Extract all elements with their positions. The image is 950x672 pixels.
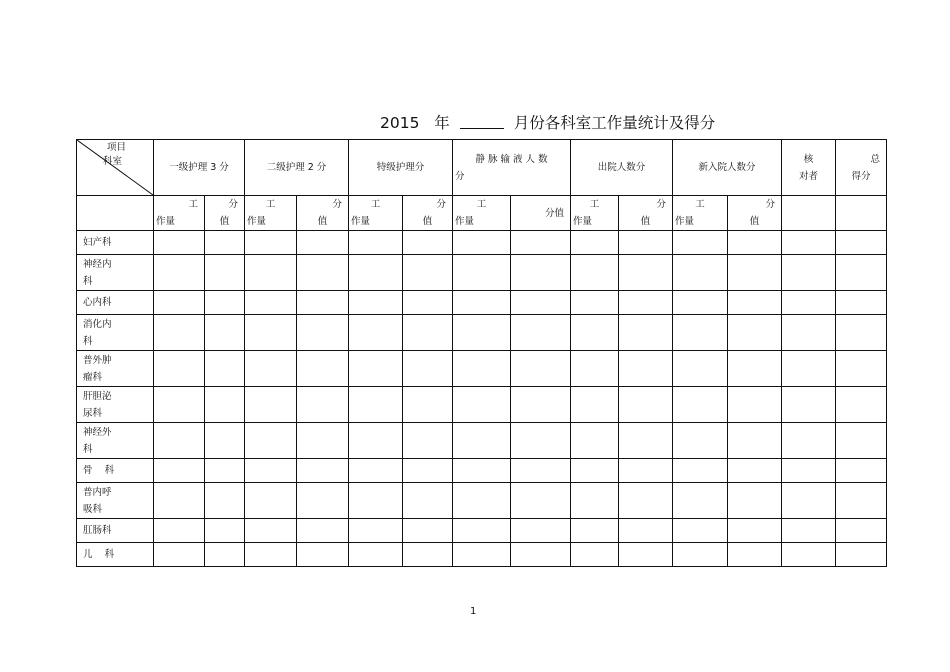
entry-cell[interactable] (782, 231, 836, 255)
sub-workload-a: 工 (370, 199, 381, 210)
corner-cell (77, 140, 154, 196)
entry-cell[interactable] (453, 423, 511, 459)
entry-cell[interactable] (349, 231, 403, 255)
entry-cell[interactable] (728, 423, 782, 459)
entry-cell[interactable] (836, 483, 887, 519)
entry-cell[interactable] (511, 459, 571, 483)
entry-cell[interactable] (782, 315, 836, 351)
sub-score-b: 值 (422, 216, 433, 227)
total-b: 得分 (851, 170, 871, 182)
entry-cell[interactable] (349, 351, 403, 387)
sub-workload (673, 196, 728, 231)
entry-cell[interactable] (728, 459, 782, 483)
entry-cell[interactable] (349, 459, 403, 483)
corner-top-label: 项目 (107, 142, 127, 153)
entry-cell[interactable] (154, 231, 205, 255)
department-cell (77, 231, 154, 255)
col-header-level1: 一级护理 3 分 (154, 140, 245, 196)
entry-cell[interactable] (619, 543, 673, 567)
total-a: 总 (870, 153, 881, 165)
entry-cell[interactable] (403, 315, 453, 351)
entry-cell[interactable] (297, 351, 349, 387)
entry-cell[interactable] (836, 459, 887, 483)
entry-cell[interactable] (205, 423, 245, 459)
entry-cell[interactable] (782, 483, 836, 519)
sub-score-a: 分 (436, 199, 447, 210)
entry-cell[interactable] (511, 543, 571, 567)
entry-cell[interactable] (782, 423, 836, 459)
entry-cell[interactable] (245, 387, 297, 423)
table-row (77, 231, 887, 255)
entry-cell[interactable] (453, 291, 511, 315)
entry-cell[interactable] (619, 315, 673, 351)
sub-workload-b: 作量 (247, 216, 267, 227)
entry-cell[interactable] (297, 543, 349, 567)
entry-cell[interactable] (297, 291, 349, 315)
entry-cell[interactable] (728, 231, 782, 255)
entry-cell[interactable] (673, 543, 728, 567)
entry-cell[interactable] (836, 423, 887, 459)
entry-cell[interactable] (403, 255, 453, 291)
entry-cell[interactable] (511, 255, 571, 291)
document-title (380, 111, 715, 133)
sub-workload-a: 工 (265, 199, 276, 210)
sub-score (403, 196, 453, 231)
entry-cell[interactable] (154, 519, 205, 543)
subheader-empty (77, 196, 154, 231)
entry-cell[interactable] (571, 231, 619, 255)
col-header-iv-a: 静 脉 输 液 人 数 (475, 153, 548, 165)
entry-cell[interactable] (511, 351, 571, 387)
sub-workload-b: 作量 (351, 216, 371, 227)
entry-cell[interactable] (673, 423, 728, 459)
table-row (77, 291, 887, 315)
table-row (77, 459, 887, 483)
entry-cell[interactable] (154, 423, 205, 459)
department-name-cont: 科 (83, 335, 93, 347)
entry-cell[interactable] (403, 483, 453, 519)
entry-cell[interactable] (349, 543, 403, 567)
entry-cell[interactable] (403, 459, 453, 483)
table-row (77, 483, 887, 519)
entry-cell[interactable] (571, 255, 619, 291)
entry-cell[interactable] (453, 459, 511, 483)
entry-cell[interactable] (619, 483, 673, 519)
entry-cell[interactable] (673, 351, 728, 387)
entry-cell[interactable] (571, 459, 619, 483)
entry-cell[interactable] (836, 543, 887, 567)
entry-cell[interactable] (205, 483, 245, 519)
department-cell (77, 387, 154, 423)
sub-workload (245, 196, 297, 231)
entry-cell[interactable] (836, 291, 887, 315)
sub-workload-b: 作量 (156, 216, 176, 227)
entry-cell[interactable] (836, 255, 887, 291)
entry-cell[interactable] (728, 291, 782, 315)
entry-cell[interactable] (728, 519, 782, 543)
sub-workload-a: 工 (589, 199, 600, 210)
sub-score-a: 分 (656, 199, 667, 210)
department-cell (77, 423, 154, 459)
entry-cell[interactable] (403, 231, 453, 255)
entry-cell[interactable] (349, 483, 403, 519)
entry-cell[interactable] (673, 291, 728, 315)
sub-workload (154, 196, 205, 231)
entry-cell[interactable] (619, 255, 673, 291)
entry-cell[interactable] (571, 315, 619, 351)
entry-cell[interactable] (571, 423, 619, 459)
department-cell (77, 351, 154, 387)
entry-cell[interactable] (782, 255, 836, 291)
entry-cell[interactable] (836, 519, 887, 543)
entry-cell[interactable] (836, 387, 887, 423)
entry-cell[interactable] (403, 387, 453, 423)
entry-cell[interactable] (728, 255, 782, 291)
sub-workload-b: 作量 (573, 216, 593, 227)
department-name-cont: 吸科 (83, 503, 103, 515)
entry-cell[interactable] (349, 291, 403, 315)
entry-cell[interactable] (782, 291, 836, 315)
entry-cell[interactable] (571, 291, 619, 315)
department-cell (77, 459, 154, 483)
sub-score (619, 196, 673, 231)
entry-cell[interactable] (245, 291, 297, 315)
entry-cell[interactable] (154, 387, 205, 423)
entry-cell[interactable] (403, 423, 453, 459)
entry-cell[interactable] (297, 315, 349, 351)
entry-cell[interactable] (403, 543, 453, 567)
table-row (77, 423, 887, 459)
entry-cell[interactable] (297, 231, 349, 255)
entry-cell[interactable] (571, 519, 619, 543)
entry-cell[interactable] (511, 483, 571, 519)
department-cell (77, 315, 154, 351)
col-header-discharge: 出院人数分 (571, 140, 673, 196)
entry-cell[interactable] (154, 315, 205, 351)
table-row (77, 519, 887, 543)
department-cell (77, 519, 154, 543)
sub-workload (453, 196, 511, 231)
entry-cell[interactable] (245, 315, 297, 351)
entry-cell[interactable] (673, 231, 728, 255)
entry-cell[interactable] (154, 459, 205, 483)
entry-cell[interactable] (403, 291, 453, 315)
sub-score-a: 分 (332, 199, 342, 210)
entry-cell[interactable] (511, 387, 571, 423)
entry-cell[interactable] (571, 483, 619, 519)
entry-cell[interactable] (782, 387, 836, 423)
title-year: 2015 (380, 114, 420, 132)
table-row (77, 387, 887, 423)
sub-score (728, 196, 782, 231)
title-year-label: 年 (434, 114, 450, 132)
entry-cell[interactable] (673, 519, 728, 543)
col-header-total (836, 140, 887, 196)
entry-cell[interactable] (205, 459, 245, 483)
entry-cell[interactable] (349, 519, 403, 543)
entry-cell[interactable] (154, 483, 205, 519)
entry-cell[interactable] (511, 519, 571, 543)
table-row (77, 255, 887, 291)
entry-cell[interactable] (836, 351, 887, 387)
department-cell (77, 255, 154, 291)
entry-cell[interactable] (245, 519, 297, 543)
entry-cell[interactable] (782, 519, 836, 543)
department-name-cont: 尿科 (83, 407, 103, 419)
entry-cell[interactable] (154, 255, 205, 291)
col-header-iv (453, 140, 571, 196)
department-name: 神经外 (83, 426, 112, 438)
entry-cell[interactable] (453, 387, 511, 423)
entry-cell[interactable] (453, 483, 511, 519)
sub-workload (349, 196, 403, 231)
month-blank (460, 114, 504, 129)
entry-cell[interactable] (297, 483, 349, 519)
checker-b: 对者 (799, 170, 819, 182)
table-row (77, 315, 887, 351)
entry-cell[interactable] (154, 291, 205, 315)
entry-cell[interactable] (205, 315, 245, 351)
sub-score (511, 196, 571, 231)
department-name: 普外肿 (83, 354, 112, 366)
entry-cell[interactable] (403, 519, 453, 543)
entry-cell[interactable] (728, 483, 782, 519)
col-header-admission: 新入院人数分 (673, 140, 782, 196)
sub-score (297, 196, 349, 231)
entry-cell[interactable] (205, 255, 245, 291)
subheader-empty (782, 196, 836, 231)
entry-cell[interactable] (782, 543, 836, 567)
entry-cell[interactable] (619, 291, 673, 315)
entry-cell[interactable] (403, 351, 453, 387)
entry-cell[interactable] (245, 423, 297, 459)
page-number: 1 (470, 606, 477, 617)
entry-cell[interactable] (619, 387, 673, 423)
entry-cell[interactable] (245, 231, 297, 255)
entry-cell[interactable] (782, 351, 836, 387)
sub-workload-a: 工 (476, 199, 487, 210)
entry-cell[interactable] (836, 231, 887, 255)
entry-cell[interactable] (571, 351, 619, 387)
subheader-empty (836, 196, 887, 231)
entry-cell[interactable] (511, 291, 571, 315)
department-name: 心内科 (83, 297, 112, 308)
col-header-special: 特级护理分 (349, 140, 453, 196)
sub-score-b: 值 (749, 216, 760, 227)
entry-cell[interactable] (297, 423, 349, 459)
entry-cell[interactable] (511, 231, 571, 255)
entry-cell[interactable] (619, 351, 673, 387)
entry-cell[interactable] (728, 543, 782, 567)
entry-cell[interactable] (619, 519, 673, 543)
entry-cell[interactable] (245, 543, 297, 567)
department-name: 妇产科 (83, 237, 112, 248)
sub-score-b: 值 (317, 216, 328, 227)
department-name: 普内呼 (83, 486, 112, 498)
entry-cell[interactable] (782, 459, 836, 483)
title-suffix: 月份各科室工作量统计及得分 (513, 114, 716, 132)
entry-cell[interactable] (571, 387, 619, 423)
entry-cell[interactable] (619, 231, 673, 255)
entry-cell[interactable] (297, 459, 349, 483)
corner-bottom-label: 科室 (103, 156, 123, 167)
entry-cell[interactable] (205, 387, 245, 423)
sub-score-b: 值 (640, 216, 651, 227)
sub-workload-b: 作量 (675, 216, 695, 227)
department-name: 肝胆泌 (83, 390, 112, 402)
table-row (77, 351, 887, 387)
entry-cell[interactable] (673, 315, 728, 351)
sub-score-a: 分 (765, 199, 776, 210)
entry-cell[interactable] (297, 387, 349, 423)
sub-workload-a: 工 (695, 199, 705, 210)
entry-cell[interactable] (453, 351, 511, 387)
entry-cell[interactable] (453, 231, 511, 255)
entry-cell[interactable] (245, 459, 297, 483)
entry-cell[interactable] (728, 387, 782, 423)
entry-cell[interactable] (673, 483, 728, 519)
table-row (77, 543, 887, 567)
col-header-iv-b: 分 (455, 170, 465, 182)
entry-cell[interactable] (673, 387, 728, 423)
entry-cell[interactable] (154, 543, 205, 567)
entry-cell[interactable] (245, 351, 297, 387)
entry-cell[interactable] (511, 423, 571, 459)
entry-cell[interactable] (245, 483, 297, 519)
entry-cell[interactable] (205, 543, 245, 567)
entry-cell[interactable] (297, 519, 349, 543)
sub-workload-a: 工 (188, 199, 198, 210)
sub-score-a: 分值 (545, 207, 565, 219)
department-name-cont: 科 (83, 275, 93, 287)
entry-cell[interactable] (349, 255, 403, 291)
entry-cell[interactable] (673, 459, 728, 483)
entry-cell[interactable] (349, 315, 403, 351)
department-cell (77, 543, 154, 567)
entry-cell[interactable] (297, 255, 349, 291)
sub-score (205, 196, 245, 231)
entry-cell[interactable] (728, 315, 782, 351)
entry-cell[interactable] (619, 423, 673, 459)
header-row-1 (77, 140, 887, 196)
entry-cell[interactable] (453, 315, 511, 351)
department-name: 儿 科 (83, 549, 115, 560)
department-name: 消化内 (83, 318, 112, 330)
entry-cell[interactable] (453, 519, 511, 543)
department-name: 骨 科 (83, 465, 115, 476)
department-name: 肛肠科 (83, 525, 112, 536)
department-cell (77, 483, 154, 519)
entry-cell[interactable] (154, 351, 205, 387)
entry-cell[interactable] (571, 543, 619, 567)
entry-cell[interactable] (453, 543, 511, 567)
entry-cell[interactable] (349, 423, 403, 459)
entry-cell[interactable] (728, 351, 782, 387)
department-name-cont: 科 (83, 443, 93, 455)
header-row-2 (77, 196, 887, 231)
entry-cell[interactable] (673, 255, 728, 291)
workload-table (76, 139, 887, 567)
sub-workload (571, 196, 619, 231)
entry-cell[interactable] (453, 255, 511, 291)
entry-cell[interactable] (205, 519, 245, 543)
entry-cell[interactable] (205, 291, 245, 315)
entry-cell[interactable] (619, 459, 673, 483)
department-name: 神经内 (83, 258, 112, 270)
entry-cell[interactable] (205, 351, 245, 387)
checker-a: 核 (803, 153, 814, 165)
sub-score-b: 值 (219, 216, 230, 227)
department-cell (77, 291, 154, 315)
col-header-level2: 二级护理 2 分 (245, 140, 349, 196)
col-header-checker (782, 140, 836, 196)
entry-cell[interactable] (245, 255, 297, 291)
department-name-cont: 瘤科 (83, 371, 103, 383)
entry-cell[interactable] (511, 315, 571, 351)
entry-cell[interactable] (205, 231, 245, 255)
sub-score-a: 分 (228, 199, 238, 210)
entry-cell[interactable] (349, 387, 403, 423)
entry-cell[interactable] (836, 315, 887, 351)
sub-workload-b: 作量 (455, 216, 475, 227)
